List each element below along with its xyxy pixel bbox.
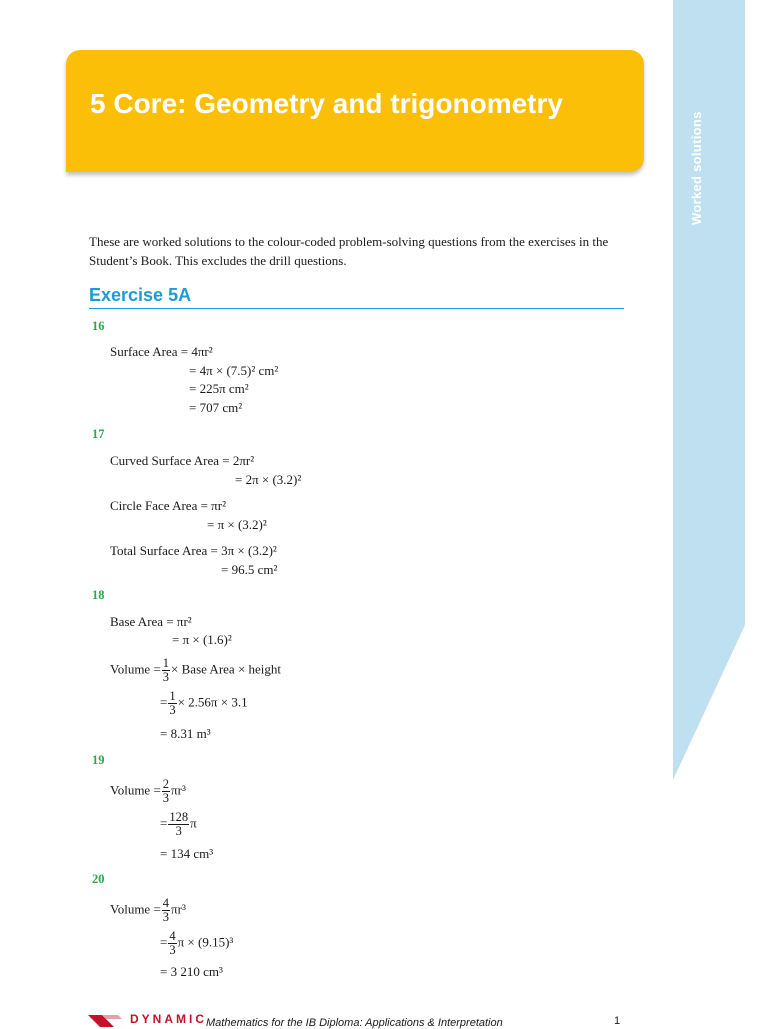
q19-fraction-2-numerator: 128 <box>169 810 189 824</box>
q20-fraction-numerator: 4 <box>162 896 170 910</box>
q18-line-2: = π × (1.6)² <box>172 632 232 647</box>
q17-line-1: Curved Surface Area = 2πr² <box>110 453 255 468</box>
q17-line-6: = 96.5 cm² <box>221 562 278 577</box>
q18-line4-rest: × 2.56π × 3.1 <box>177 694 248 710</box>
q20-result: = 3 210 cm³ <box>160 964 223 979</box>
q16-line-3: = 225π cm² <box>189 381 249 396</box>
q20-fraction-denominator: 3 <box>162 910 170 924</box>
q20-line2-lhs: = <box>160 934 168 950</box>
question-number-18: 18 <box>92 588 105 602</box>
q20-volume-rest: πr³ <box>171 901 186 917</box>
publisher-logo-icon <box>88 1013 122 1027</box>
q19-fraction-2-denominator: 3 <box>175 824 182 838</box>
q18-fraction-denominator: 3 <box>162 670 170 684</box>
q18-fraction-2-numerator: 1 <box>169 689 176 703</box>
q18-line-4 <box>160 690 248 717</box>
q20-fraction-2-numerator: 4 <box>169 929 176 943</box>
question-number-19: 19 <box>92 753 105 767</box>
q16-line-2: = 4π × (7.5)² cm² <box>189 363 279 378</box>
q20-line-2 <box>160 930 233 957</box>
q17-line-2: = 2π × (3.2)² <box>235 472 302 487</box>
q16-line-4: = 707 cm² <box>189 400 243 415</box>
q20-volume-lhs: Volume = <box>110 901 161 917</box>
publisher-logo-text: DYNAMIC <box>130 1012 207 1026</box>
page-number: 1 <box>614 1015 621 1027</box>
q19-line-2 <box>160 811 197 838</box>
question-number-20: 20 <box>92 872 105 886</box>
question-number-16: 16 <box>92 319 105 333</box>
q16-line-1: Surface Area = 4πr² <box>110 344 213 359</box>
q18-fraction-numerator: 1 <box>162 656 170 670</box>
q19-fraction-numerator: 2 <box>162 777 170 791</box>
side-tab-label: Worked solutions <box>689 111 704 225</box>
q20-fraction-2-denominator: 3 <box>169 943 176 957</box>
q19-volume-rest: πr³ <box>171 782 186 798</box>
q18-line-1: Base Area = πr² <box>110 614 192 629</box>
intro-paragraph: These are worked solutions to the colour-coded problem-solving questions from the exercises in the Student’s Book. This excludes the drill questions. <box>89 234 609 268</box>
q19-line2-rest: π <box>190 815 197 831</box>
book-title-footer: Mathematics for the IB Diploma: Applications & Interpretation <box>206 1017 503 1029</box>
chapter-banner <box>66 50 644 172</box>
q18-fraction-2 <box>168 690 176 717</box>
q18-fraction-2-denominator: 3 <box>169 703 176 717</box>
q19-fraction <box>162 778 170 805</box>
q20-volume-line <box>110 897 186 924</box>
q19-result: = 134 cm³ <box>160 846 214 861</box>
q18-volume-lhs: Volume = <box>110 661 161 677</box>
q19-volume-lhs: Volume = <box>110 782 161 798</box>
question-number-17: 17 <box>92 427 105 441</box>
exercise-heading: Exercise 5A <box>89 285 192 305</box>
q17-line-5: Total Surface Area = 3π × (3.2)² <box>110 543 277 558</box>
q18-volume-line <box>110 657 281 684</box>
q18-line4-lhs: = <box>160 694 168 710</box>
exercise-divider <box>89 308 624 309</box>
q20-fraction-2 <box>168 930 176 957</box>
side-tab-shape <box>673 0 745 780</box>
q19-fraction-2 <box>168 811 189 838</box>
q18-fraction <box>162 657 170 684</box>
q18-result: = 8.31 m³ <box>160 726 211 741</box>
q19-line2-lhs: = <box>160 815 168 831</box>
q20-fraction <box>162 897 170 924</box>
q17-line-3: Circle Face Area = πr² <box>110 498 226 513</box>
q19-volume-line <box>110 778 186 805</box>
q19-fraction-denominator: 3 <box>162 791 170 805</box>
q20-line2-rest: π × (9.15)³ <box>177 934 234 950</box>
chapter-title: 5 Core: Geometry and trigonometry <box>90 88 563 119</box>
q18-volume-rest: × Base Area × height <box>171 661 282 677</box>
q17-line-4: = π × (3.2)² <box>207 517 267 532</box>
